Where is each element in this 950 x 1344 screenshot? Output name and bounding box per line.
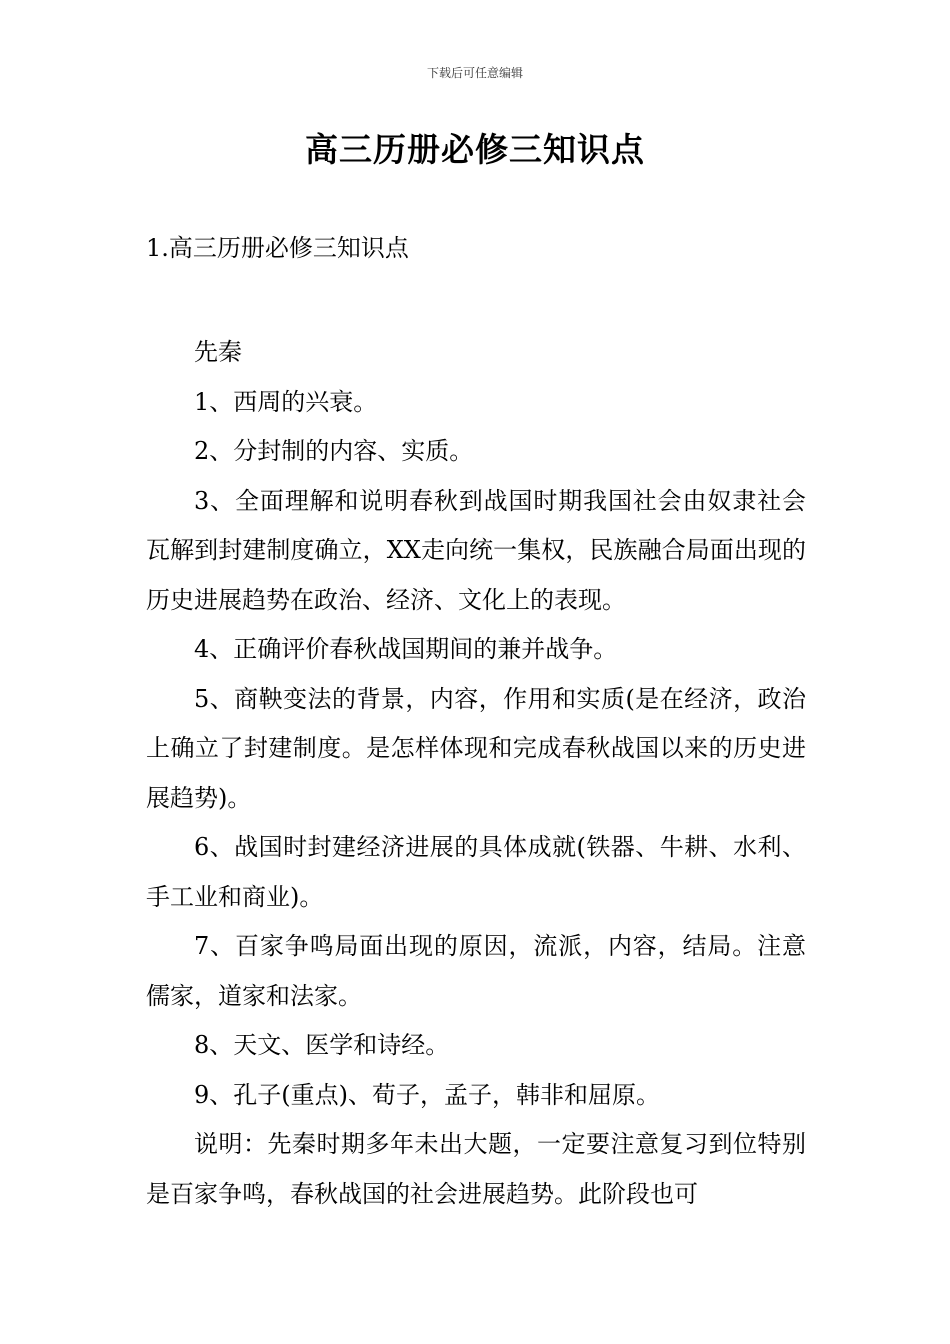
paragraph-item-5: 5、商鞅变法的背景，内容，作用和实质(是在经济，政治上确立了封建制度。是怎样体现和完成春秋战国以来的历史进展趋势)。	[146, 684, 806, 812]
header-note: 下载后可任意编辑	[426, 66, 523, 80]
paragraph-item-4: 4、正确评价春秋战国期间的兼并战争。	[194, 635, 618, 663]
paragraph-item-2: 2、分封制的内容、实质。	[194, 437, 474, 465]
paragraph-item-7: 7、百家争鸣局面出现的原因，流派，内容，结局。注意儒家，道家和法家。	[146, 932, 806, 1010]
paragraph-item-6: 6、战国时封建经济进展的具体成就(铁器、牛耕、水利、手工业和商业)。	[146, 833, 806, 911]
document-body	[146, 328, 806, 1219]
document-title: 高三历册必修三知识点	[305, 130, 645, 169]
paragraph-item-8: 8、天文、医学和诗经。	[194, 1031, 450, 1059]
section-heading: 1.高三历册必修三知识点	[146, 234, 409, 262]
paragraph-item-1: 1、西周的兴衰。	[194, 387, 378, 416]
paragraph-note: 说明：先秦时期多年未出大题，一定要注意复习到位特别是百家争鸣，春秋战国的社会进展趋势。此阶段也可	[146, 1130, 806, 1208]
paragraph-item-3: 3、全面理解和说明春秋到战国时期我国社会由奴隶社会瓦解到封建制度确立，XX走向统一集权，民族融合局面出现的历史进展趋势在政治、经济、文化上的表现。	[146, 486, 806, 614]
paragraph-period-heading: 先秦	[194, 338, 242, 366]
paragraph-item-9: 9、孔子(重点)、荀子，孟子，韩非和屈原。	[194, 1080, 660, 1109]
